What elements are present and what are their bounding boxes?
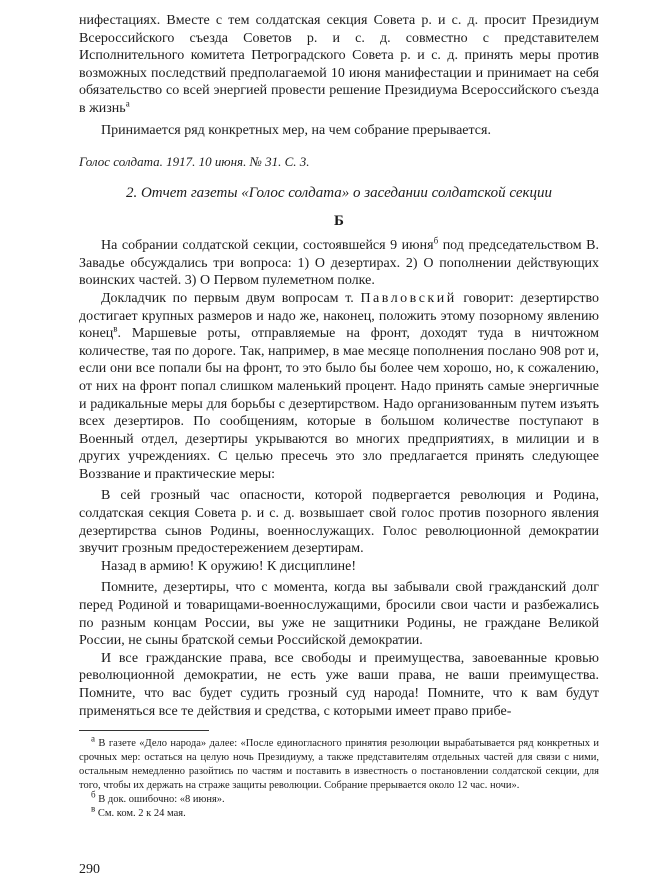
paragraph-text: нифестациях. Вместе с тем солдатская секция Совета р. и с. д. просит Президиум Всероссийского съезда Советов р. и с. д. совместно с представителем Исполнительного комитета Петроградского Совета р. и с. д. принять меры против возможных последствий предполагаемой 10 июня манифестации и принимает на себя обязательство со всей энергией провести решение Президиума Всероссийского съезда в жизнь	[79, 13, 599, 116]
footnote-mark: а	[91, 733, 95, 744]
paragraph-text: говорит: дезертирство достигает крупных размеров и надо же, наконец, положить этому позорному явлению конец	[79, 290, 599, 342]
paragraph-text: . Маршевые роты, отправляемые на фронт, доходят туда в ничтожном количестве, тая по дороге. Так, например, в мае месяце пополнения послано 908 рот и, если они все попали бы на фронт, то это было бы более чем хорошо, но, к сожалению, от них на фронт попал слишком маленький процент. Надо принять самые энергичные и радикальные меры для борьбы с дезертирством. Надо организованным путем изъять всех дезертиров. По сообщениям, которые в большом количестве поступают в Военный отдел, дезертиры укрываются во многих предприятиях, в милиции и в других учреждениях. С целью пресечь это зло предлагается принять следующее Воззвание и практические меры:	[79, 326, 599, 482]
footnote-mark: в	[91, 803, 96, 814]
paragraph-continuation	[79, 12, 599, 118]
paragraph-report	[79, 290, 599, 484]
paragraph-meeting	[79, 237, 599, 290]
footnote-text: В док. ошибочно: «8 июня».	[95, 794, 225, 806]
paragraph-text: На собрании солдатской секции, состоявшейся 9 июня	[101, 238, 434, 254]
footnote-ref-b: б	[433, 235, 439, 246]
report-text	[79, 237, 599, 720]
footnote-text: См. ком. 2 к 24 мая.	[95, 808, 186, 820]
footnote-ref-a: а	[125, 98, 130, 109]
footnotes	[79, 733, 599, 821]
footnote-divider	[79, 730, 209, 731]
paragraph-appeal: В сей грозный час опасности, которой подвергается революция и Родина, солдатская секция Совета р. и с. д. возвышает свой голос против позорного явления дезертирства сынов Родины, военнослужащих. Голос революционной демократии звучит грозным предостережением дезертирам.	[79, 488, 599, 557]
paragraph-remember: Помните, дезертиры, что с момента, когда вы забывали свой гражданский долг перед Родиной и товарищами-военнослужащими, бросили свои части и разбежались по разным концам России, вы уже не защитники Родины, не граждане Великой России, не сыны братской семьи Российской демократии.	[79, 580, 599, 649]
paragraph-text: под председательством В. Завадье обсуждались три вопроса: 1) О дезертирах. 2) О пополнении действующих воинских частей. 3) О Первом пулеметном полке.	[79, 238, 599, 289]
source-citation: Голос солдата. 1917. 10 июня. № 31. С. 3.	[79, 154, 310, 170]
paragraph-rights: И все гражданские права, все свободы и преимущества, завоеванные кровью революционной демократии, не есть уже ваши права, не ваши преимущества. Помните, что вас будет судить грозный суд народа! Помните, что к вам будут применяться все те действия и средства, с которыми имеет право прибе-	[79, 650, 599, 719]
footnote-mark: б	[91, 789, 96, 800]
footnote-b	[79, 789, 599, 807]
footnote-ref-v: в	[113, 323, 118, 334]
paragraph-back-to-army: Назад в армию! К оружию! К дисциплине!	[101, 558, 357, 574]
footnote-a	[79, 733, 599, 793]
page-number: 290	[79, 862, 100, 878]
footnote-text: В газете «Дело народа» далее: «После единогласного принятия резолюции вырабатывается ряд конкретных и срочных мер: остаться на целую ночь Президиуму, а также представителям отдельных частей для связи с ними, остальным немедленно разойтись по частям и поставить в известность о постановлении солдатской секции, для того, чтобы их держать на страже защиты революции. Собрание прерывается около 12 час. ночи».	[79, 738, 599, 792]
document-page	[79, 12, 599, 882]
speaker-name: Павловский	[360, 290, 457, 306]
section-letter: Б	[334, 213, 344, 230]
paragraph-text: Докладчик по первым двум вопросам т.	[101, 290, 361, 306]
footnote-v	[79, 803, 599, 821]
paragraph-measures: Принимается ряд конкретных мер, на чем собрание прерывается.	[101, 122, 491, 138]
section-heading: 2. Отчет газеты «Голос солдата» о заседании солдатской секции	[125, 185, 553, 202]
main-text	[79, 12, 599, 139]
